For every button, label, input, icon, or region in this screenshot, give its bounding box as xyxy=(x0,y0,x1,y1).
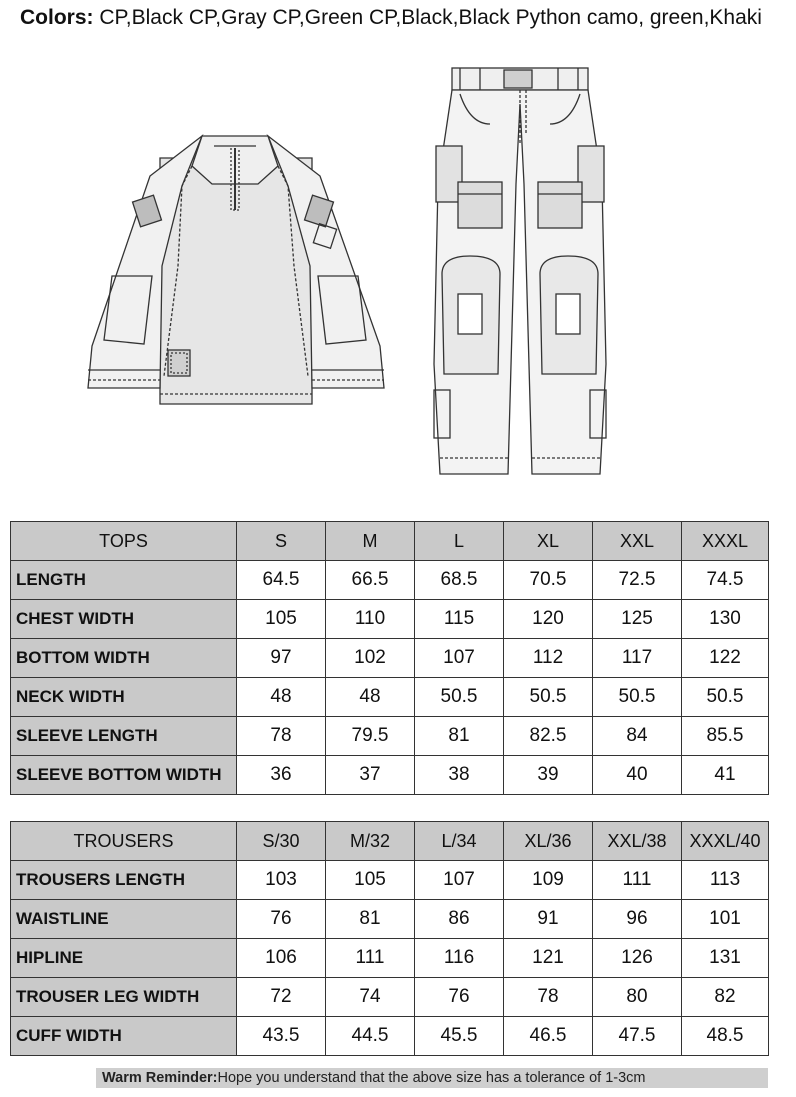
table-row xyxy=(11,561,769,600)
row-label: WAISTLINE xyxy=(11,900,237,939)
table-cell: 50.5 xyxy=(682,678,769,717)
table-cell: 45.5 xyxy=(415,1017,504,1056)
header-cell: XL/36 xyxy=(504,822,593,861)
table-cell: 102 xyxy=(326,639,415,678)
header-cell: S xyxy=(237,522,326,561)
table-cell: 122 xyxy=(682,639,769,678)
row-label: TROUSERS LENGTH xyxy=(11,861,237,900)
table-cell: 125 xyxy=(593,600,682,639)
table-cell: 76 xyxy=(415,978,504,1017)
trousers-size-table xyxy=(10,821,769,1056)
row-label: TROUSER LEG WIDTH xyxy=(11,978,237,1017)
table-cell: 110 xyxy=(326,600,415,639)
table-header-row xyxy=(11,522,769,561)
table-cell: 78 xyxy=(237,717,326,756)
table-cell: 101 xyxy=(682,900,769,939)
table-row xyxy=(11,939,769,978)
row-label: NECK WIDTH xyxy=(11,678,237,717)
row-label: LENGTH xyxy=(11,561,237,600)
table-cell: 50.5 xyxy=(593,678,682,717)
table-row xyxy=(11,717,769,756)
table-cell: 70.5 xyxy=(504,561,593,600)
row-label: SLEEVE LENGTH xyxy=(11,717,237,756)
table-cell: 120 xyxy=(504,600,593,639)
table-cell: 131 xyxy=(682,939,769,978)
table-cell: 96 xyxy=(593,900,682,939)
table-cell: 47.5 xyxy=(593,1017,682,1056)
table-cell: 40 xyxy=(593,756,682,795)
reminder-label: Warm Reminder: xyxy=(102,1070,218,1086)
table-cell: 80 xyxy=(593,978,682,1017)
table-cell: 85.5 xyxy=(682,717,769,756)
table-cell: 64.5 xyxy=(237,561,326,600)
table-cell: 38 xyxy=(415,756,504,795)
row-label: CHEST WIDTH xyxy=(11,600,237,639)
table-cell: 84 xyxy=(593,717,682,756)
table-row xyxy=(11,639,769,678)
table-cell: 82 xyxy=(682,978,769,1017)
row-label: BOTTOM WIDTH xyxy=(11,639,237,678)
table-cell: 97 xyxy=(237,639,326,678)
header-cell: XXXL xyxy=(682,522,769,561)
table-cell: 72 xyxy=(237,978,326,1017)
table-cell: 44.5 xyxy=(326,1017,415,1056)
row-label: CUFF WIDTH xyxy=(11,1017,237,1056)
table-cell: 130 xyxy=(682,600,769,639)
table-cell: 112 xyxy=(504,639,593,678)
combat-trousers-drawing xyxy=(430,64,610,484)
header-cell: M xyxy=(326,522,415,561)
table-cell: 41 xyxy=(682,756,769,795)
table-cell: 113 xyxy=(682,861,769,900)
table-cell: 105 xyxy=(237,600,326,639)
table-cell: 109 xyxy=(504,861,593,900)
table-row xyxy=(11,978,769,1017)
header-cell: XXL/38 xyxy=(593,822,682,861)
header-cell: L/34 xyxy=(415,822,504,861)
table-row xyxy=(11,600,769,639)
table-cell: 46.5 xyxy=(504,1017,593,1056)
combat-shirt-drawing xyxy=(82,126,388,410)
header-cell: S/30 xyxy=(237,822,326,861)
header-cell: XXXL/40 xyxy=(682,822,769,861)
header-cell: TOPS xyxy=(11,522,237,561)
table-cell: 86 xyxy=(415,900,504,939)
table-cell: 66.5 xyxy=(326,561,415,600)
table-header-row xyxy=(11,822,769,861)
table-cell: 111 xyxy=(326,939,415,978)
table-cell: 121 xyxy=(504,939,593,978)
header-cell: M/32 xyxy=(326,822,415,861)
table-cell: 48 xyxy=(237,678,326,717)
table-row xyxy=(11,861,769,900)
table-cell: 74.5 xyxy=(682,561,769,600)
reminder-text: Hope you understand that the above size has a tolerance of 1-3cm xyxy=(217,1070,646,1086)
colors-label: Colors: xyxy=(20,6,94,29)
header-cell: XXL xyxy=(593,522,682,561)
table-cell: 107 xyxy=(415,639,504,678)
table-cell: 48 xyxy=(326,678,415,717)
table-cell: 76 xyxy=(237,900,326,939)
table-cell: 43.5 xyxy=(237,1017,326,1056)
colors-text: CP,Black CP,Gray CP,Green CP,Black,Black Python camo, green,Khaki xyxy=(93,6,762,29)
table-row xyxy=(11,678,769,717)
header-cell: L xyxy=(415,522,504,561)
table-cell: 111 xyxy=(593,861,682,900)
table-cell: 72.5 xyxy=(593,561,682,600)
row-label: SLEEVE BOTTOM WIDTH xyxy=(11,756,237,795)
header-cell: XL xyxy=(504,522,593,561)
table-row xyxy=(11,900,769,939)
table-cell: 105 xyxy=(326,861,415,900)
colors-line xyxy=(20,4,780,32)
table-cell: 74 xyxy=(326,978,415,1017)
table-cell: 81 xyxy=(415,717,504,756)
table-cell: 48.5 xyxy=(682,1017,769,1056)
header-cell: TROUSERS xyxy=(11,822,237,861)
table-cell: 115 xyxy=(415,600,504,639)
row-label: HIPLINE xyxy=(11,939,237,978)
table-cell: 117 xyxy=(593,639,682,678)
table-cell: 106 xyxy=(237,939,326,978)
table-cell: 36 xyxy=(237,756,326,795)
table-cell: 81 xyxy=(326,900,415,939)
table-cell: 82.5 xyxy=(504,717,593,756)
table-cell: 126 xyxy=(593,939,682,978)
table-cell: 37 xyxy=(326,756,415,795)
table-cell: 39 xyxy=(504,756,593,795)
table-cell: 116 xyxy=(415,939,504,978)
tolerance-reminder xyxy=(96,1068,768,1088)
table-cell: 50.5 xyxy=(504,678,593,717)
table-cell: 107 xyxy=(415,861,504,900)
table-cell: 79.5 xyxy=(326,717,415,756)
table-cell: 68.5 xyxy=(415,561,504,600)
table-cell: 91 xyxy=(504,900,593,939)
tops-size-table xyxy=(10,521,769,795)
table-row xyxy=(11,1017,769,1056)
table-cell: 78 xyxy=(504,978,593,1017)
table-cell: 50.5 xyxy=(415,678,504,717)
table-row xyxy=(11,756,769,795)
table-cell: 103 xyxy=(237,861,326,900)
